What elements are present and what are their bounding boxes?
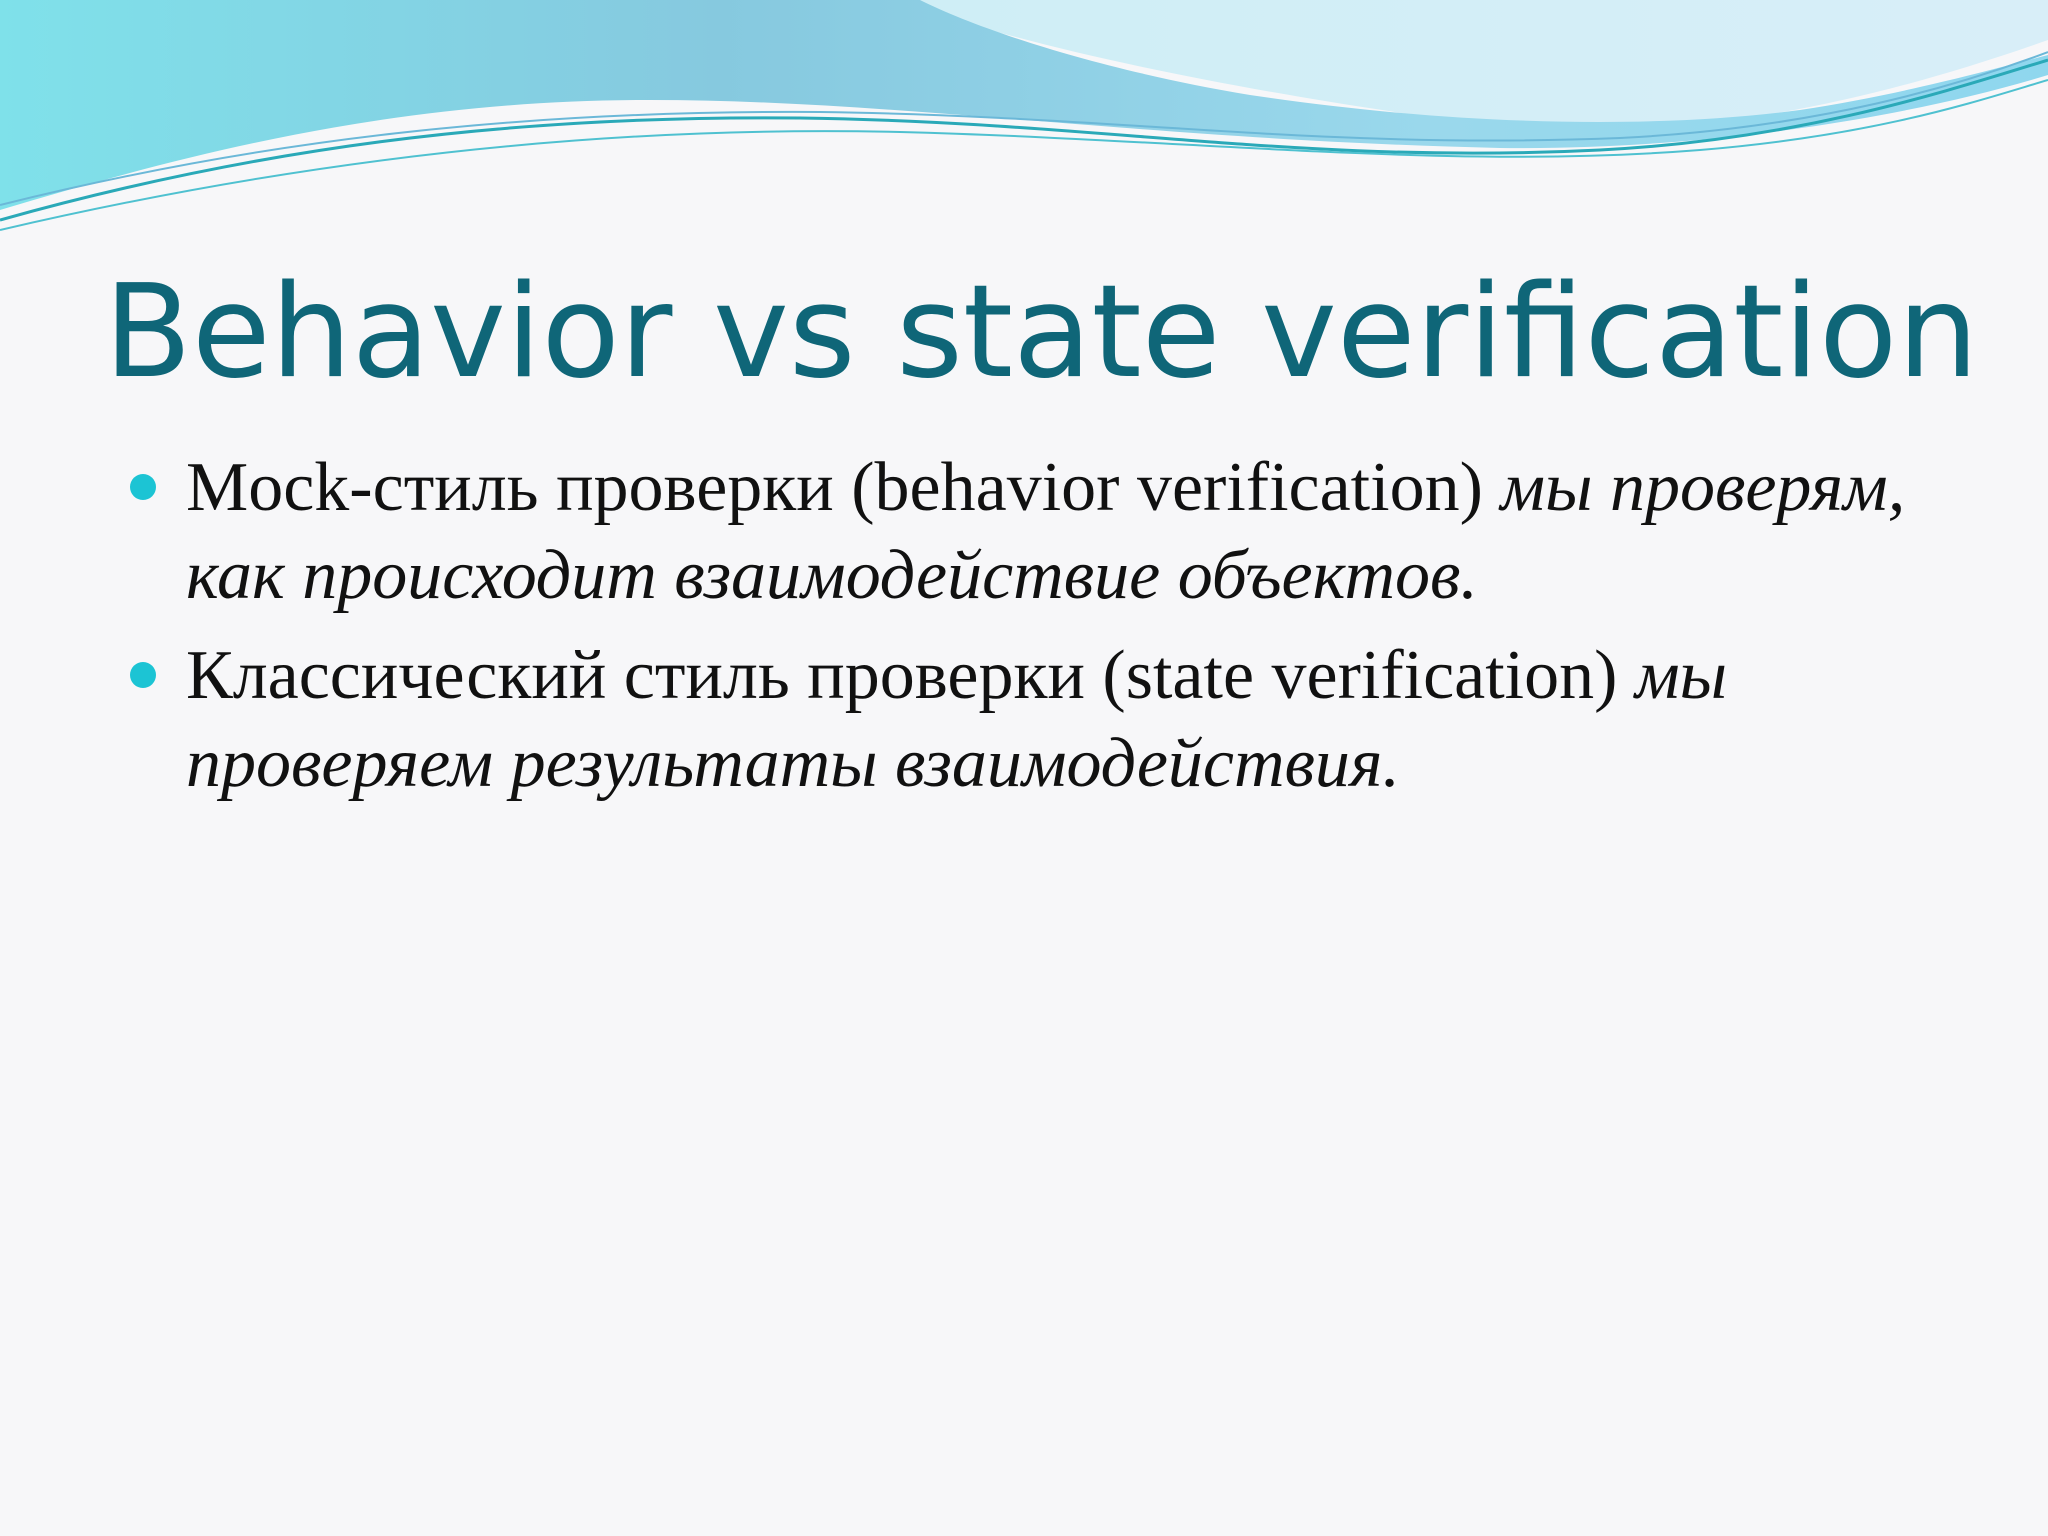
bullet-item-classic-style [128, 632, 1948, 808]
bullet-emphasis-text: мы проверяем результаты взаимодействия. [186, 637, 1728, 802]
bullet-item-mock-style [128, 444, 1948, 620]
bullet-lead-text: Классический стиль проверки (state verification) [186, 637, 1635, 714]
bullet-dot-icon [130, 474, 156, 500]
slide-title: Behavior vs state verification [104, 258, 1979, 407]
bullet-emphasis-text: мы проверям, как происходит взаимодействие объектов. [186, 449, 1906, 614]
bullet-lead-text: Mock-стиль проверки (behavior verification) [186, 449, 1501, 526]
decorative-wave-header [0, 0, 2048, 260]
bullet-dot-icon [130, 662, 156, 688]
bullet-list [128, 444, 1948, 820]
